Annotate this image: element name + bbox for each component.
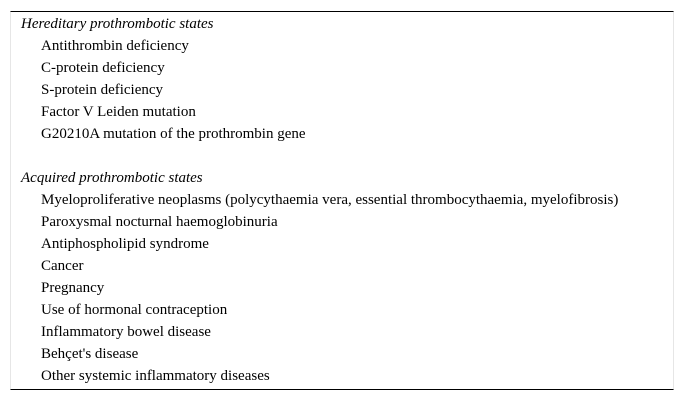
acquired-item: Cancer bbox=[41, 258, 84, 274]
hereditary-item: Antithrombin deficiency bbox=[41, 38, 189, 54]
acquired-item: Other systemic inflammatory diseases bbox=[41, 368, 270, 384]
hereditary-item: C-protein deficiency bbox=[41, 60, 165, 76]
hereditary-item: Factor V Leiden mutation bbox=[41, 104, 196, 120]
acquired-item: Myeloproliferative neoplasms (polycythaemia vera, essential thrombocythaemia, myelofibrosis) bbox=[41, 192, 619, 208]
acquired-item: Antiphospholipid syndrome bbox=[41, 236, 209, 252]
hereditary-item: G20210A mutation of the prothrombin gene bbox=[41, 126, 306, 142]
acquired-item: Use of hormonal contraception bbox=[41, 302, 228, 318]
acquired-heading: Acquired prothrombotic states bbox=[21, 170, 203, 186]
acquired-item: Behçet's disease bbox=[41, 346, 139, 362]
acquired-item: Pregnancy bbox=[41, 280, 105, 296]
hereditary-item: S-protein deficiency bbox=[41, 82, 164, 98]
acquired-item: Paroxysmal nocturnal haemoglobinuria bbox=[41, 214, 278, 230]
acquired-item: Inflammatory bowel disease bbox=[41, 324, 211, 340]
hereditary-heading: Hereditary prothrombotic states bbox=[21, 16, 214, 32]
prothrombotic-states-table bbox=[10, 11, 674, 390]
